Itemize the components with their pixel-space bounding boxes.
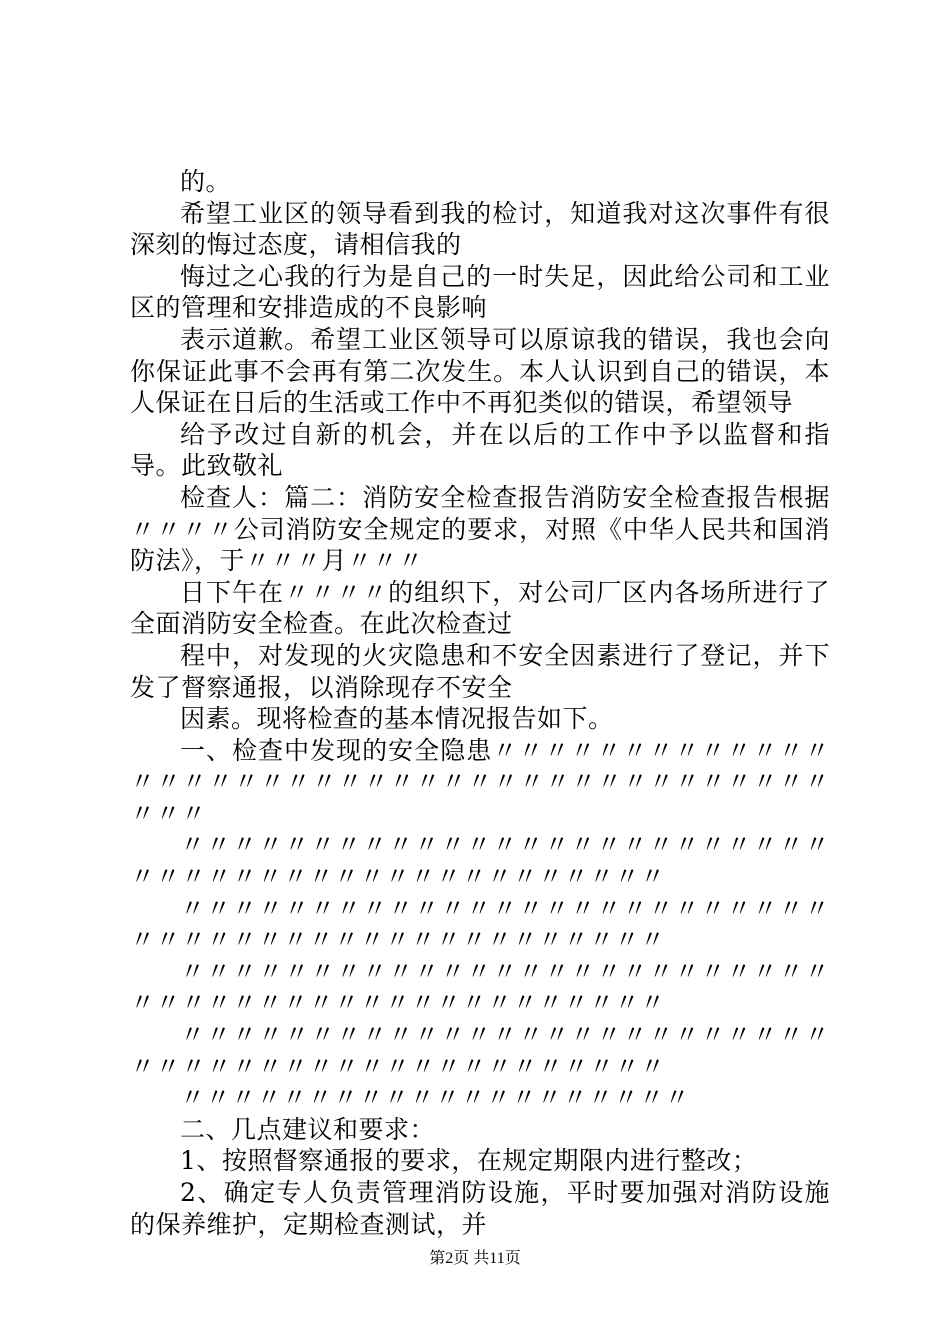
- paragraph-3: 悔过之心我的行为是自己的一时失足，因此给公司和工业区的管理和安排造成的不良影响: [130, 261, 830, 323]
- paragraph-18: 2、确定专人负责管理消防设施，平时要加强对消防设施的保养维护，定期检查测试，并: [130, 1178, 830, 1239]
- paragraph-13: 〃〃〃〃〃〃〃〃〃〃〃〃〃〃〃〃〃〃〃〃〃〃〃〃〃〃〃〃〃〃〃〃〃〃〃〃〃〃〃〃〃〃〃〃〃〃: [130, 956, 830, 1018]
- paragraph-16: 二、几点建议和要求：: [180, 1114, 436, 1144]
- paragraph-11: 〃〃〃〃〃〃〃〃〃〃〃〃〃〃〃〃〃〃〃〃〃〃〃〃〃〃〃〃〃〃〃〃〃〃〃〃〃〃〃〃〃〃〃〃〃〃: [130, 830, 830, 892]
- paragraph-17: 1、按照督察通报的要求，在规定期限内进行整改；: [180, 1146, 758, 1176]
- paragraph-9: 因素。现将检查的基本情况报告如下。: [180, 704, 614, 734]
- page-footer: 第2页 共11页: [429, 1250, 521, 1267]
- paragraph-10: 一、检查中发现的安全隐患〃〃〃〃〃〃〃〃〃〃〃〃〃〃〃〃〃〃〃〃〃〃〃〃〃〃〃〃〃〃〃〃〃〃〃〃〃〃〃〃〃〃〃: [130, 735, 830, 828]
- paragraph-4: 表示道歉。希望工业区领导可以原谅我的错误，我也会向你保证此事不会再有第二次发生。本人认识到自己的错误，本人保证在日后的生活或工作中不再犯类似的错误，希望领导: [130, 324, 830, 418]
- paragraph-2: 希望工业区的领导看到我的检讨，知道我对这次事件有很深刻的悔过态度，请相信我的: [130, 198, 830, 260]
- paragraph-7: 日下午在〃〃〃〃的组织下，对公司厂区内各场所进行了全面消防安全检查。在此次检查过: [130, 577, 830, 639]
- paragraph-14: 〃〃〃〃〃〃〃〃〃〃〃〃〃〃〃〃〃〃〃〃〃〃〃〃〃〃〃〃〃〃〃〃〃〃〃〃〃〃〃〃〃〃〃〃〃〃: [130, 1020, 830, 1081]
- paragraph-6: 检查人：篇二：消防安全检查报告消防安全检查报告根据〃〃〃〃公司消防安全规定的要求，对照《中华人民共和国消防法》，于〃〃〃月〃〃〃: [130, 482, 830, 576]
- paragraph-12: 〃〃〃〃〃〃〃〃〃〃〃〃〃〃〃〃〃〃〃〃〃〃〃〃〃〃〃〃〃〃〃〃〃〃〃〃〃〃〃〃〃〃〃〃〃〃: [130, 893, 830, 955]
- paragraph-15: 〃〃〃〃〃〃〃〃〃〃〃〃〃〃〃〃〃〃〃〃: [180, 1083, 691, 1113]
- paragraph-5: 给予改过自新的机会，并在以后的工作中予以监督和指导。此致敬礼: [130, 419, 830, 481]
- paragraph-1: 的。: [180, 167, 232, 196]
- document-body: [130, 166, 830, 1240]
- paragraph-8: 程中，对发现的火灾隐患和不安全因素进行了登记，并下发了督察通报，以消除现存不安全: [130, 640, 830, 702]
